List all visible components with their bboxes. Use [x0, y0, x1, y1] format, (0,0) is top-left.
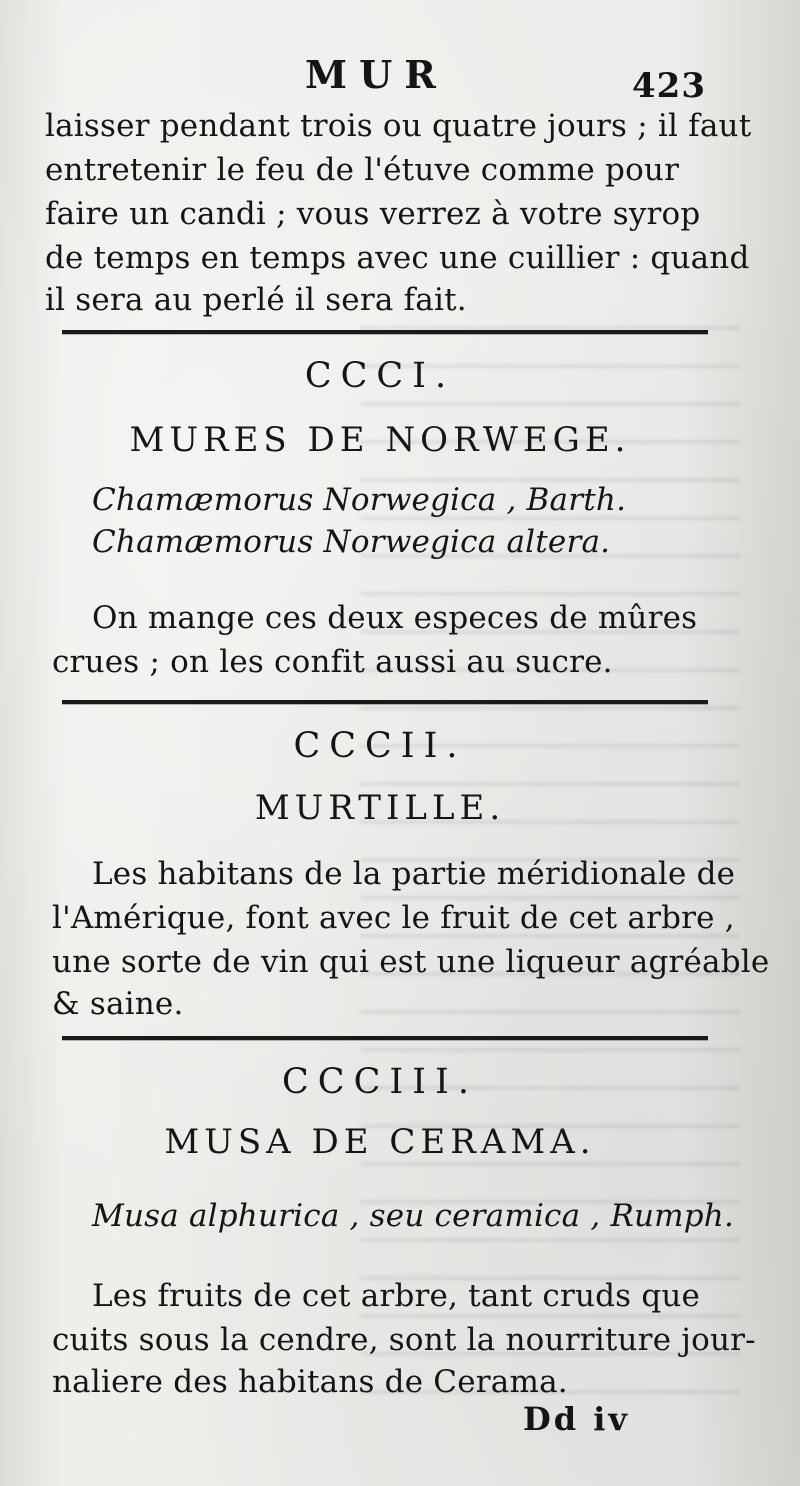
section-divider-2 — [62, 700, 708, 704]
intro-line-1-text: laisser pendant trois ou quatre jours ; il faut — [45, 108, 752, 144]
section-3-text-line-1: Les fruits de cet arbre, tant cruds que — [92, 1278, 701, 1314]
section-1-text-line-1: On mange ces deux especes de mûres — [92, 600, 698, 636]
bleed-through-shadow — [360, 300, 740, 1400]
section-2-title: MURTILLE. — [254, 788, 506, 828]
signature-mark: Dd iv — [522, 1400, 630, 1438]
section-2-number: CCCII. — [293, 726, 467, 766]
section-1-synonym-2: Chamæmorus Norwegica altera. — [92, 524, 611, 560]
intro-line-4: de temps en temps avec une cuillier : quand — [45, 240, 750, 276]
running-head: MUR — [305, 52, 448, 97]
intro-line-3: faire un candi ; vous verrez à votre syrop — [45, 196, 701, 232]
section-1-title: MURES DE NORWEGE. — [129, 420, 631, 460]
section-3-text-line-2: cuits sous la cendre, sont la nourriture jour- — [52, 1322, 756, 1358]
section-1-synonym-1: Chamæmorus Norwegica , Barth. — [92, 482, 627, 518]
section-3-number: CCCIII. — [282, 1062, 478, 1102]
section-1-text-line-2: crues ; on les confit aussi au sucre. — [52, 644, 613, 680]
intro-line-1 — [45, 108, 752, 144]
intro-line-2: entretenir le feu de l'étuve comme pour — [45, 152, 680, 188]
section-3-title: MUSA DE CERAMA. — [164, 1122, 596, 1162]
section-1-number: CCCI. — [304, 356, 456, 396]
page-number: 423 — [632, 66, 706, 106]
section-2-text-line-4: & saine. — [52, 986, 184, 1022]
section-2-text-line-1: Les habitans de la partie méridionale de — [92, 856, 736, 892]
section-3-synonym-1: Musa alphurica , seu ceramica , Rumph. — [92, 1198, 735, 1234]
intro-line-5: il sera au perlé il sera fait. — [45, 282, 467, 318]
section-2-text-line-2: l'Amérique, font avec le fruit de cet arbre , — [52, 900, 735, 936]
section-divider-3 — [62, 1036, 708, 1040]
section-2-text-line-3: une sorte de vin qui est une liqueur agréable — [52, 944, 770, 980]
section-divider-1 — [62, 330, 708, 334]
section-3-text-line-3: naliere des habitans de Cerama. — [52, 1364, 568, 1400]
